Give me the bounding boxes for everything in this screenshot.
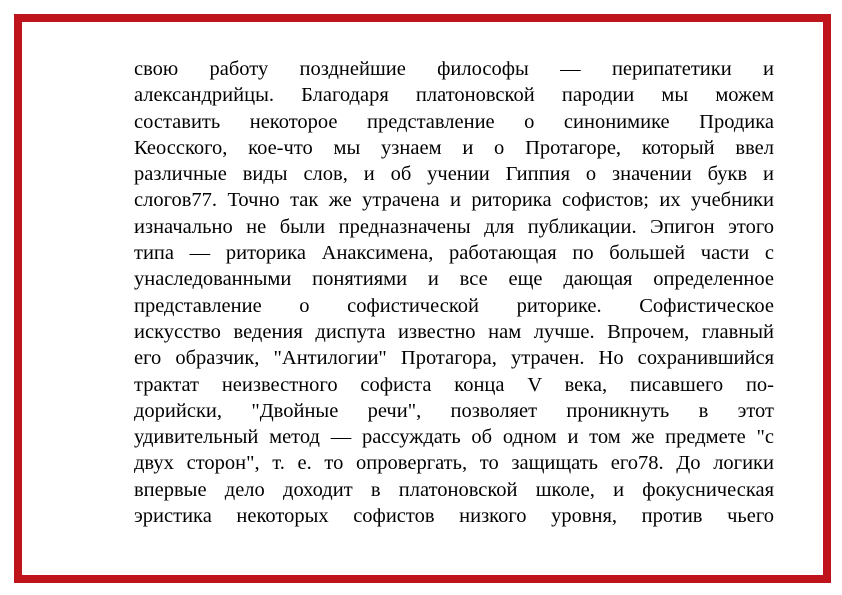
text-line: дорийски, "Двойные речи", позволяет проникнуть в этот (134, 399, 774, 422)
text-line: александрийцы. Благодаря платоновской пародии мы можем (134, 84, 774, 107)
body-text (134, 56, 774, 529)
text-line: представление о софистической риторике. Софистическое (134, 294, 774, 317)
text-line: впервые дело доходит в платоновской школе, и фокусническая (134, 478, 774, 501)
text-line: эристика некоторых софистов низкого уровня, против чьего (134, 505, 774, 528)
text-line: трактат неизвестного софиста конца V века, писавшего по- (134, 373, 774, 396)
text-line: свою работу позднейшие философы — перипатетики и (134, 58, 774, 80)
text-line: Кеосского, кое-что мы узнаем и о Протагоре, который ввел (134, 136, 774, 159)
text-line: слогов77. Точно так же утрачена и риторика софистов; их учебники (134, 189, 774, 212)
text-line: различные виды слов, и об учении Гиппия о значении букв и (134, 163, 774, 186)
text-line: искусство ведения диспута известно нам лучше. Впрочем, главный (134, 320, 774, 343)
text-line: удивительный метод — рассуждать об одном и том же предмете "с (134, 426, 774, 449)
text-line: двух сторон", т. е. то опровергать, то защищать его78. До логики (134, 452, 774, 475)
text-line: типа — риторика Анаксимена, работающая по большей части с (134, 242, 774, 265)
text-line: изначально не были предназначены для публикации. Эпигон этого (134, 215, 774, 238)
text-line: составить некоторое представление о синонимике Продика (134, 110, 774, 133)
text-line: унаследованными понятиями и все еще дающая определенное (134, 268, 774, 291)
text-line: его образчик, "Антилогии" Протагора, утрачен. Но сохранившийся (134, 347, 774, 370)
